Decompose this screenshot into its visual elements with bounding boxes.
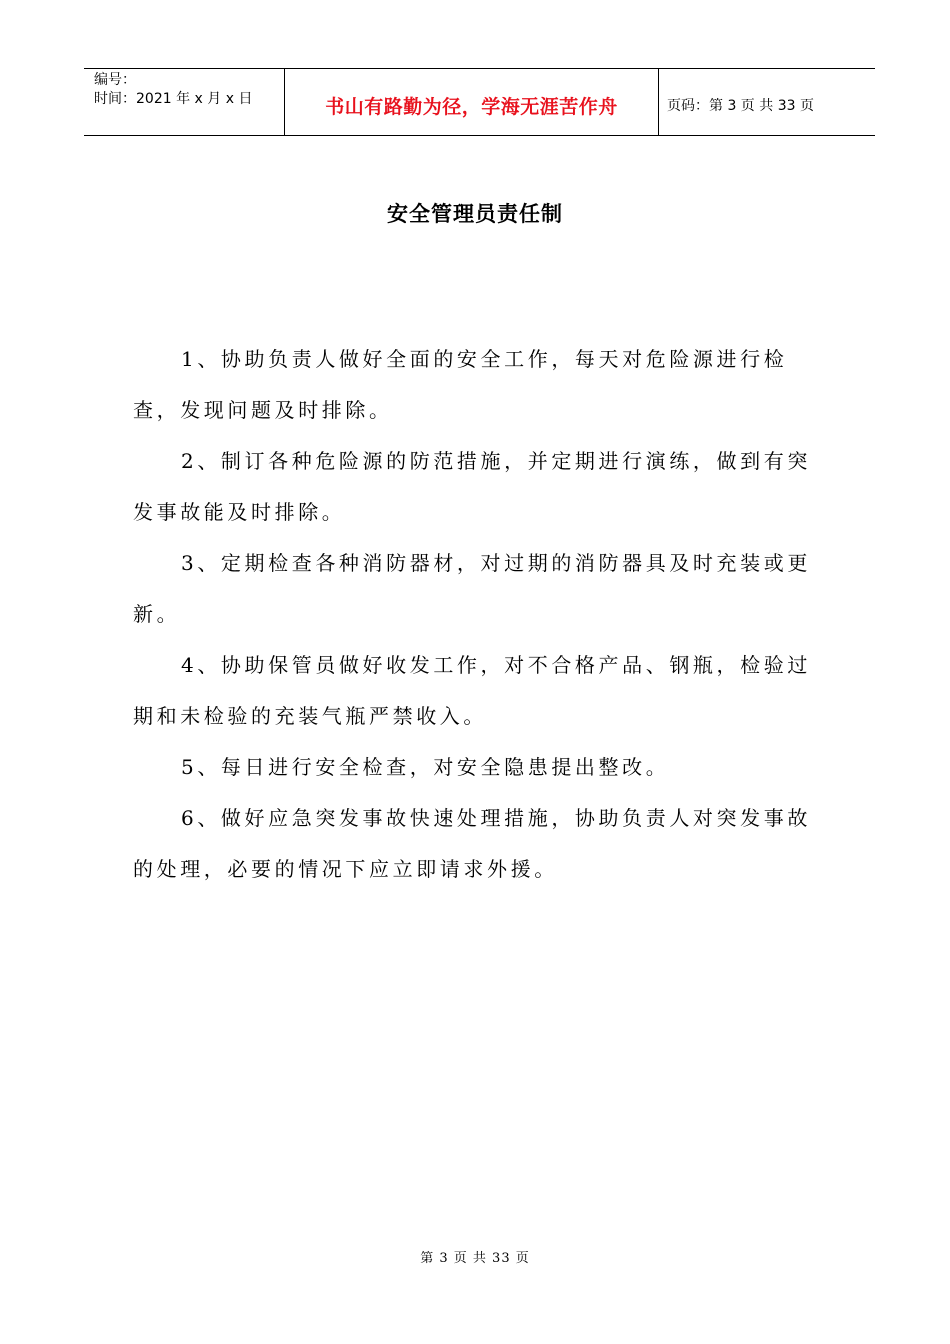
header-meta-cell — [84, 69, 285, 135]
header-motto-cell — [285, 69, 659, 135]
paragraph-3: 3、定期检查各种消防器材，对过期的消防器具及时充装或更新。 — [133, 551, 811, 626]
number-label: 编号： — [94, 72, 136, 88]
paragraph-6: 6、做好应急突发事故快速处理措施，协助负责人对突发事故的处理，必要的情况下应立即请求外援。 — [133, 806, 811, 881]
document-body — [133, 334, 833, 895]
header-page-cell — [659, 69, 875, 135]
paragraph-1: 1、协助负责人做好全面的安全工作，每天对危险源进行检查，发现问题及时排除。 — [133, 347, 788, 422]
page-info: 页码：第 3 页 共 33 页 — [667, 98, 814, 114]
time-label: 时间：2021 年 x 月 x 日 — [94, 91, 253, 107]
motto-text: 书山有路勤为径，学海无涯苦作舟 — [325, 95, 618, 118]
page-footer: 第 3 页 共 33 页 — [420, 1251, 530, 1266]
header-table — [84, 68, 875, 136]
paragraph-2: 2、制订各种危险源的防范措施，并定期进行演练，做到有突发事故能及时排除。 — [133, 449, 811, 524]
paragraph-4: 4、协助保管员做好收发工作，对不合格产品、钢瓶，检验过期和未检验的充装气瓶严禁收入。 — [133, 653, 811, 728]
document-title: 安全管理员责任制 — [387, 202, 563, 226]
paragraph-5: 5、每日进行安全检查，对安全隐患提出整改。 — [181, 755, 670, 779]
